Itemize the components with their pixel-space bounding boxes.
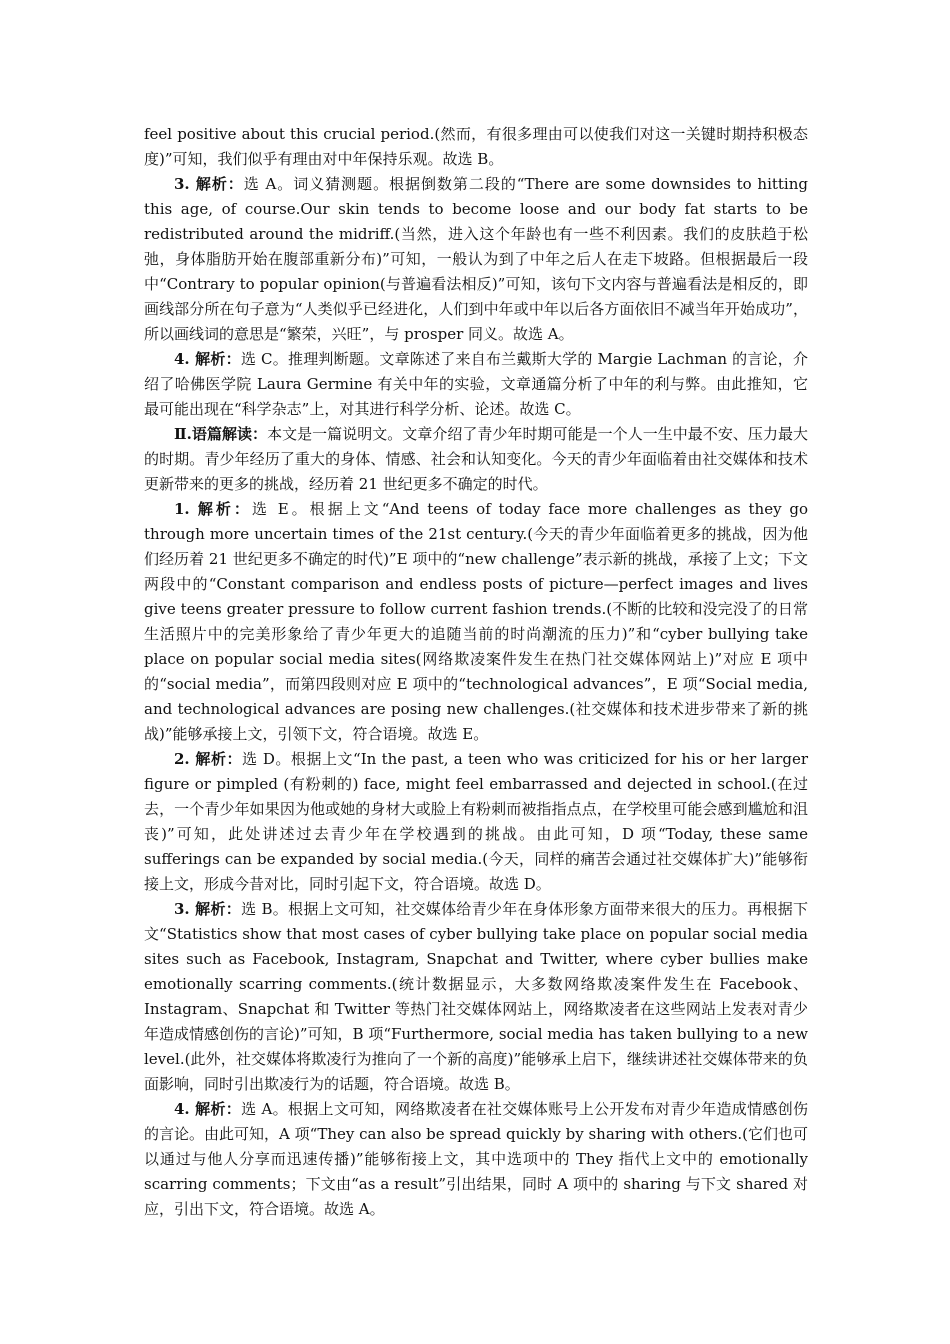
answer-label: 3. 解析： [174,900,242,918]
paragraph-text: 选 C。推理判断题。文章陈述了来自布兰戴斯大学的 Margie Lachman 的言论，介绍了哈佛医学院 Laura Germine 有关中年的实验，文章通篇分析了中年的利与弊。由此推知，它最可能出现在“科学杂志”上，对其进行科学分析、论述。故选 C。 [144,350,809,418]
paragraph-text: 本文是一篇说明文。文章介绍了青少年时期可能是一个人一生中最不安、压力最大的时期。青少年经历了重大的身体、情感、社会和认知变化。今天的青少年面临着由社交媒体和技术更新带来的更多的挑战，经历着 21 世纪更多不确定的时代。 [144,425,808,493]
section-label: Ⅱ.语篇解读： [174,425,268,443]
paragraph-answer-1 [144,497,808,747]
paragraph-text: 选 E。根据上文“And teens of today face more challenges as they go through more uncertain times of the 21st century.(今天的青少年面临着更多的挑战，因为他们经历着 21 世纪更多不确定的时代)”E 项中的“new challenge”表示新的挑战，承接了上文；下文两段中的“Constant comparison and endless posts of picture—perfect images and lives give teens greater pressure to follow current fashion trends.(不断的比较和没完没了的日常生活照片中的完美形象给了青少年更大的追随当前的时尚潮流的压力)”和“cyber bullying take place on popular social media sites(网络欺凌案件发生在热门社交媒体网站上)”对应 E 项中的“social media”，而第四段则对应 E 项中的“technological advances”，E 项“Social media, and technological advances are posing new challenges.(社交媒体和技术进步带来了新的挑战)”能够承接上文，引领下文，符合语境。故选 E。 [144,500,808,743]
document-body [144,122,808,1222]
paragraph-text: 选 D。根据上文“In the past, a teen who was criticized for his or her larger figure or pimpled (有粉刺的) face, might feel embarrassed and dejected in school.(在过去，一个青少年如果因为他或她的身材大或脸上有粉刺而被指指点点，在学校里可能会感到尴尬和沮丧)”可知，此处讲述过去青少年在学校遇到的挑战。由此可知，D 项“Today, these same sufferings can be expanded by social media.(今天，同样的痛苦会通过社交媒体扩大)”能够衔接上文，形成今昔对比，同时引起下文，符合语境。故选 D。 [144,750,808,893]
paragraph-passage-summary [144,422,808,497]
paragraph-text: 选 B。根据上文可知，社交媒体给青少年在身体形象方面带来很大的压力。再根据下文“Statistics show that most cases of cyber bullying take place on popular social media sites such as Facebook, Instagram, Snapchat and Twitter, where cyber bullies make emotionally scarring comments.(统计数据显示，大多数网络欺凌案件发生在 Facebook、Instagram、Snapchat 和 Twitter 等热门社交媒体网站上，网络欺凌者在这些网站上发表对青少年造成情感创伤的言论)”可知，B 项“Furthermore, social media has taken bullying to a new level.(此外，社交媒体将欺凌行为推向了一个新的高度)”能够承上启下，继续讲述社交媒体带来的负面影响，同时引出欺凌行为的话题，符合语境。故选 B。 [144,900,808,1093]
answer-label: 3. 解析： [174,175,244,193]
paragraph-answer-2 [144,747,808,897]
paragraph-answer-4 [144,347,808,422]
paragraph-continued [144,122,808,172]
paragraph-text: 选 A。词义猜测题。根据倒数第二段的“There are some downsides to hitting this age, of course.Our skin tends to become loose and our body fat starts to be redistributed around the midriff.(当然，进入这个年龄也有一些不利因素。我们的皮肤趋于松弛，身体脂肪开始在腹部重新分布)”可知，一般认为到了中年之后人在走下坡路。但根据最后一段中“Contrary to popular opinion(与普遍看法相反)”可知，该句下文内容与普遍看法是相反的，即画线部分所在句子意为“人类似乎已经进化，人们到中年或中年以后各方面依旧不减当年开始成功”，所以画线词的意思是“繁荣，兴旺”，与 prosper 同义。故选 A。 [144,175,808,343]
answer-label: 1. 解析： [174,500,252,518]
answer-label: 2. 解析： [174,750,242,768]
paragraph-text: 选 A。根据上文可知，网络欺凌者在社交媒体账号上公开发布对青少年造成情感创伤的言论。由此可知，A 项“They can also be spread quickly by sharing with others.(它们也可以通过与他人分享而迅速传播)”能够衔接上文，其中选项中的 They 指代上文中的 emotionally scarring comments；下文由“as a result”引出结果，同时 A 项中的 sharing 与下文 shared 对应，引出下文，符合语境。故选 A。 [144,1100,808,1218]
paragraph-answer-3b [144,897,808,1097]
answer-label: 4. 解析： [174,350,241,368]
paragraph-answer-3 [144,172,808,347]
paragraph-answer-4b [144,1097,808,1222]
paragraph-text: feel positive about this crucial period.(然而，有很多理由可以使我们对这一关键时期持积极态度)”可知，我们似乎有理由对中年保持乐观。故选 B。 [144,125,808,168]
answer-label: 4. 解析： [174,1100,242,1118]
